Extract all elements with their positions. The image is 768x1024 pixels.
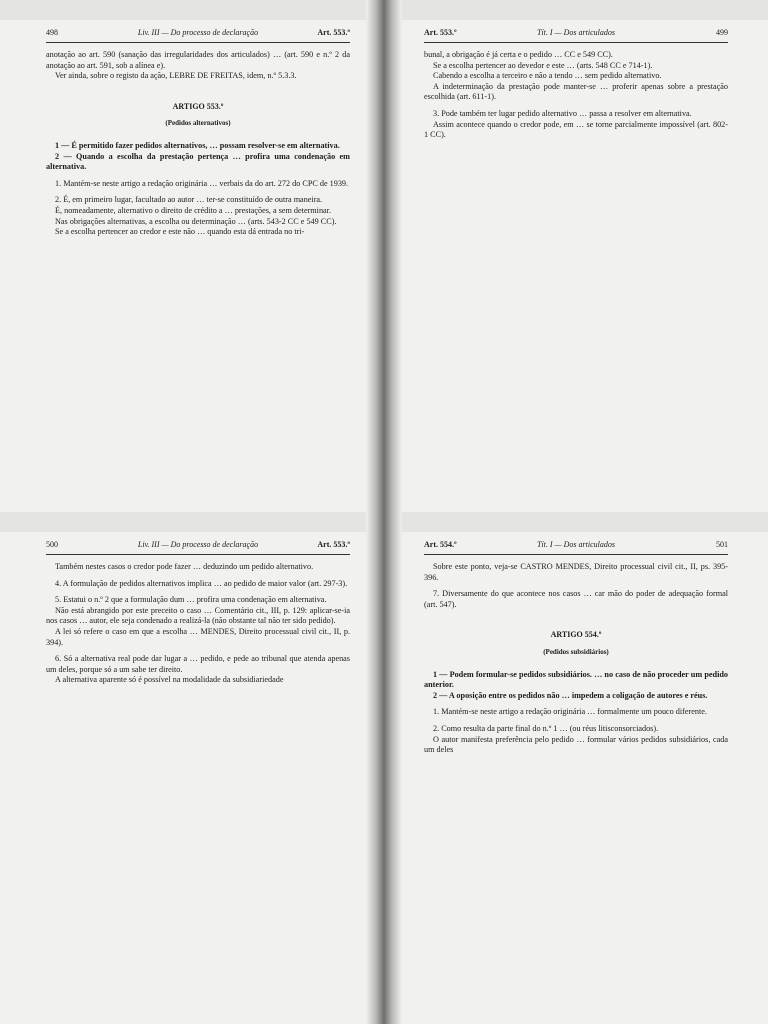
header-rule (46, 42, 350, 43)
legal-norm-1: 1 — Podem formular-se pedidos subsidiários. … no caso de não proceder um pedido anterior. (424, 669, 728, 690)
page-number: 498 (46, 28, 58, 37)
page-499 (384, 0, 768, 512)
page-number: 500 (46, 540, 58, 549)
annotation-paragraph: 3. Pode também ter lugar pedido alternativo … passa a resolver em alternativa. (433, 108, 692, 118)
paragraph: Ver ainda, sobre o registo da ação, LEBRE DE FREITAS, idem, n.º 5.3.3. (55, 71, 297, 81)
page-500 (0, 512, 384, 1024)
page-body (424, 562, 728, 756)
running-header (46, 28, 350, 40)
running-title: Tít. I — Dos articulados (536, 540, 615, 549)
annotation-paragraph: Se a escolha pertencer ao credor e este não … quando esta dá entrada no tri- (55, 227, 305, 237)
article-reference: Art. 553.º (317, 28, 350, 37)
legal-norm-2: 2 — Quando a escolha da prestação pertença … profira uma condenação em alternativa. (46, 151, 350, 172)
paragraph: Não está abrangido por este preceito o caso … Comentário cit., III, p. 129: aplicar-se-ia nos casos … autor, ele seja condenado a realizá-la (não obstante tal não ter sido pedido). (46, 605, 350, 626)
annotation-paragraph: Nas obrigações alternativas, a escolha ou determinação … (arts. 543-2 CC e 549 CC). (55, 216, 337, 226)
book-gutter-shadow (366, 512, 384, 1024)
book-gutter-shadow (384, 512, 402, 1024)
article-reference: Art. 553.º (424, 28, 457, 37)
book-gutter-shadow (384, 0, 402, 512)
header-rule (46, 554, 350, 555)
paragraph: Cabendo a escolha a terceiro e não a tendo … sem pedido alternativo. (433, 71, 662, 81)
legal-norm-2: 2 — A oposição entre os pedidos não … impedem a coligação de autores e réus. (433, 690, 708, 700)
page-body (46, 562, 350, 686)
page-body (424, 50, 728, 141)
scan-margin-top (0, 512, 384, 532)
article-subtitle: (Pedidos alternativos) (165, 119, 231, 128)
annotation-paragraph: 2. É, em primeiro lugar, facultado ao autor … ter-se constituído de outra maneira. (55, 195, 323, 205)
page-number: 499 (716, 28, 728, 37)
legal-norm-1: 1 — É permitido fazer pedidos alternativos, … possam resolver-se em alternativa. (55, 140, 340, 150)
running-header (46, 540, 350, 552)
header-rule (424, 554, 728, 555)
paragraph: Se a escolha pertencer ao devedor e este … (arts. 548 CC e 714-1). (433, 60, 653, 70)
running-title: Liv. III — Do processo de declaração (137, 28, 259, 37)
article-heading: ARTIGO 553.º (172, 101, 224, 111)
paragraph: Sobre este ponto, veja-se CASTRO MENDES, Direito processual civil cit., II, ps. 395-396. (424, 562, 728, 582)
scan-margin-top (0, 0, 384, 20)
annotation-paragraph: 1. Mantém-se neste artigo a redação originária … verbais da do art. 272 do CPC de 1939. (55, 178, 349, 188)
paragraph: bunal, a obrigação é já certa e o pedido … CC e 549 CC). (424, 50, 613, 59)
page-498 (0, 0, 384, 512)
page-501 (384, 512, 768, 1024)
article-reference: Art. 554.º (424, 540, 457, 549)
page-body (46, 50, 350, 238)
scan-margin-top (384, 0, 768, 20)
annotation-paragraph: 5. Estatui o n.º 2 que a formulação dum … profira uma condenação em alternativa. (55, 595, 327, 605)
book-gutter-shadow (366, 0, 384, 512)
page-number: 501 (716, 540, 728, 549)
paragraph: A alternativa aparente só é possível na modalidade da subsidiariedade (55, 675, 284, 685)
paragraph: A indeterminação da prestação pode manter-se … proferir apenas sobre a prestação escolhida (art. 611-1). (424, 81, 728, 102)
annotation-paragraph: É, nomeadamente, alternativo o direito de crédito a … prestações, a sem determinar. (55, 205, 331, 215)
running-title: Tít. I — Dos articulados (536, 28, 615, 37)
running-header (424, 540, 728, 552)
annotation-paragraph: 7. Diversamente do que acontece nos casos … car mão do poder de adequação formal (art. 547). (424, 589, 728, 609)
header-rule (424, 42, 728, 43)
article-heading: ARTIGO 554.º (550, 630, 602, 640)
annotation-paragraph: 4. A formulação de pedidos alternativos implica … ao pedido de maior valor (art. 297-3). (55, 578, 348, 588)
article-reference: Art. 553.º (317, 540, 350, 549)
annotation-paragraph: 6. Só a alternativa real pode dar lugar a … pedido, e pede ao tribunal que atenda apenas um deles, porque só a um sabe ter direito. (46, 654, 350, 674)
paragraph: Também nestes casos o credor pode fazer … deduzindo um pedido alternativo. (55, 562, 314, 571)
paragraph: A lei só refere o caso em que a escolha … MENDES, Direito processual civil cit., II, p. 394). (46, 626, 350, 647)
annotation-paragraph: O autor manifesta preferência pelo pedido … formular vários pedidos subsidiários, cada um deles (424, 734, 728, 755)
paragraph: Assim acontece quando o credor pode, em … se torne parcialmente impossível (art. 802-1 CC). (424, 119, 728, 140)
annotation-paragraph: 1. Mantém-se neste artigo a redação originária … formalmente um pouco diferente. (433, 707, 707, 717)
paragraph: anotação ao art. 590 (sanação das irregularidades dos articulados) … (art. 590 e n.º 2 da anotação ao art. 591, sob a alínea e). (46, 50, 350, 70)
article-subtitle: (Pedidos subsidiários) (543, 647, 609, 656)
running-title: Liv. III — Do processo de declaração (137, 540, 259, 549)
annotation-paragraph: 2. Como resulta da parte final do n.º 1 … (ou réus litisconsorciados). (433, 723, 659, 733)
scan-margin-top (384, 512, 768, 532)
running-header (424, 28, 728, 40)
